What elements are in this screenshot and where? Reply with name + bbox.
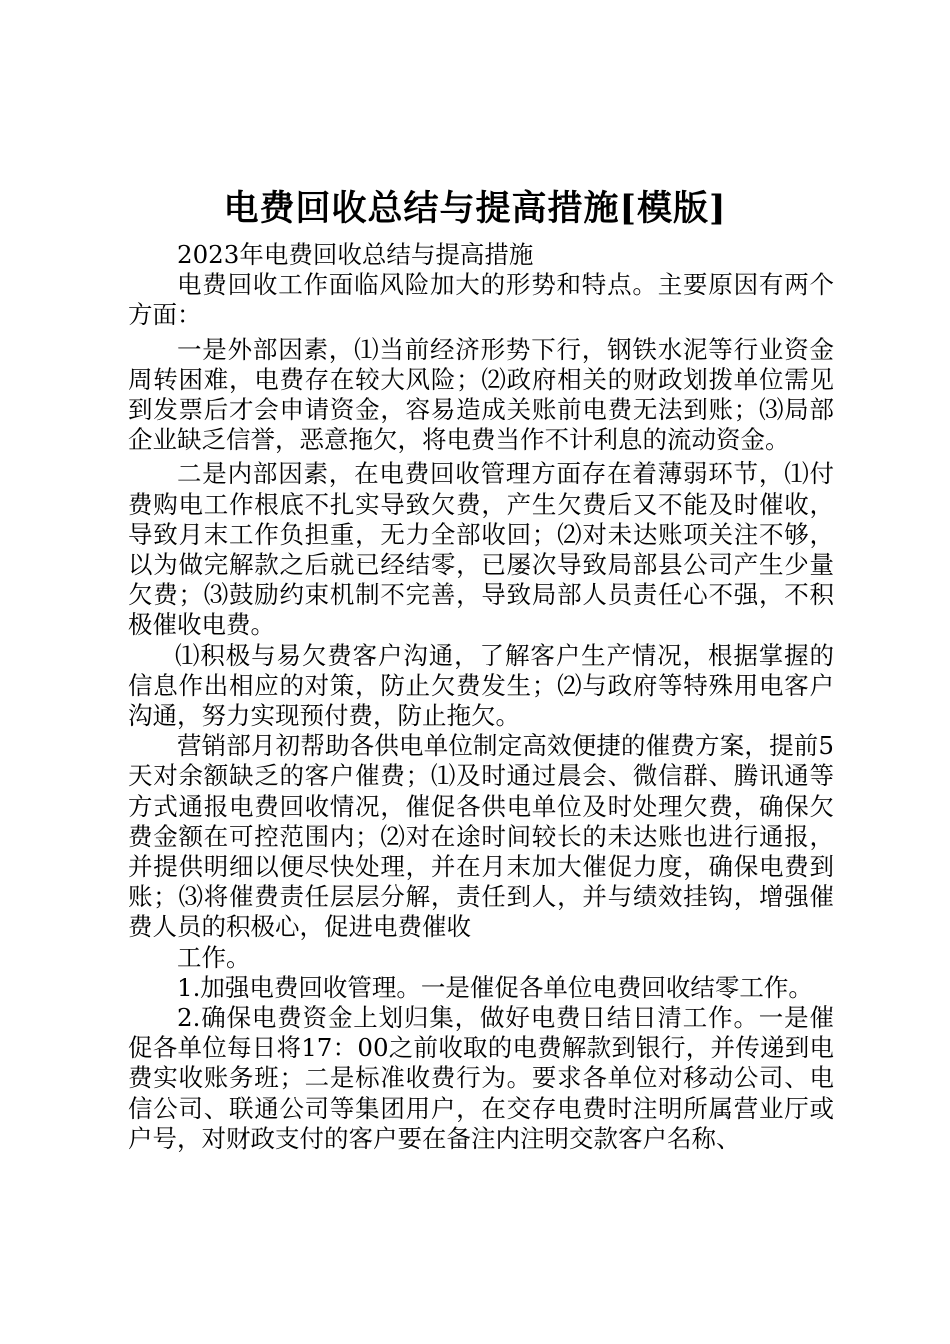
paragraph-measure-2: 2.确保电费资金上划归集，做好电费日结日清工作。一是催促各单位每日将17：00之前收取的电费解款到银行，并传递到电费实收账务班；二是标准收费行为。要求各单位对移动公司、电信公司、联通公司等集团用户，在交存电费时注明所属营业厅或户号，对财政支付的客户要在备注内注明交款客户名称、: [128, 1003, 834, 1153]
document-body: [128, 240, 834, 1154]
paragraph-measure-1: 1.加强电费回收管理。一是催促各单位电费回收结零工作。: [177, 972, 813, 1002]
paragraph-marketing-plan: 营销部月初帮助各供电单位制定高效便捷的催费方案，提前5天对余额缺乏的客户催费；⑴及时通过晨会、微信群、腾讯通等方式通报电费回收情况，催促各供电单位及时处理欠费，确保欠费金额在可控范围内；⑵对在途时间较长的未达账也进行通报，并提供明细以便尽快处理，并在月末加大催促力度，确保电费到账；⑶将催费责任层层分解，责任到人，并与绩效挂钩，增强催费人员的积极心，促进电费催收: [128, 731, 834, 942]
paragraph-intro: 电费回收工作面临风险加大的形势和特点。主要原因有两个方面：: [128, 270, 834, 330]
paragraph-customer-communication: ⑴积极与易欠费客户沟通，了解客户生产情况，根据掌握的信息作出相应的对策，防止欠费发生；⑵与政府等特殊用电客户沟通，努力实现预付费，防止拖欠。: [128, 640, 834, 731]
paragraph-external-factors: 一是外部因素，⑴当前经济形势下行，钢铁水泥等行业资金周转困难，电费存在较大风险；⑵政府相关的财政划拨单位需见到发票后才会申请资金，容易造成关账前电费无法到账；⑶局部企业缺乏信誉，恶意拖欠，将电费当作不计利息的流动资金。: [128, 334, 834, 455]
document-title: 电费回收总结与提高措施[模版]: [223, 188, 727, 229]
paragraph-subtitle: 2023年电费回收总结与提高措施: [177, 240, 534, 269]
paragraph-work-continuation: 工作。: [177, 942, 251, 972]
paragraph-internal-factors: 二是内部因素，在电费回收管理方面存在着薄弱环节，⑴付费购电工作根底不扎实导致欠费，产生欠费后又不能及时催收，导致月末工作负担重，无力全部收回；⑵对未达账项关注不够，以为做完解款之后就已经结零，已屡次导致局部县公司产生少量欠费；⑶鼓励约束机制不完善，导致局部人员责任心不强，不积极催收电费。: [128, 459, 834, 640]
